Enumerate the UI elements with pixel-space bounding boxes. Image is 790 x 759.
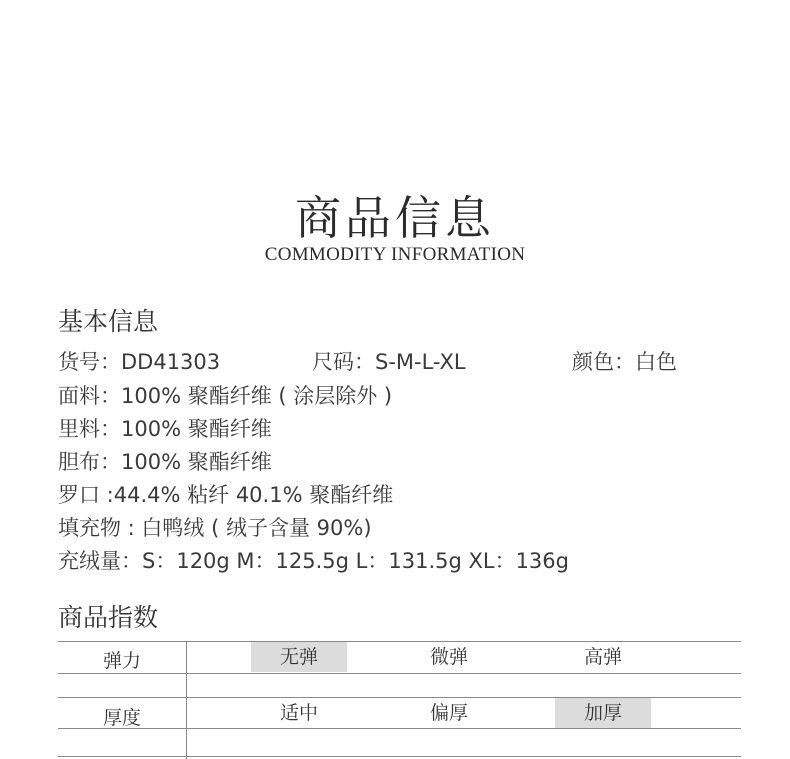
thickness-option-thick: 偏厚 xyxy=(429,702,468,724)
item-number: 货号：DD41303 xyxy=(58,350,221,374)
table-column-divider xyxy=(186,641,187,759)
filling-line: 填充物 : 白鸭绒 ( 绒子含量 90%) xyxy=(58,516,372,540)
elasticity-option-high: 高弹 xyxy=(583,646,622,668)
lining-line: 里料：100% 聚酯纤维 xyxy=(58,417,272,441)
fabric-line: 面料：100% 聚酯纤维 ( 涂层除外 ) xyxy=(58,384,393,408)
table-divider xyxy=(58,673,741,674)
color-value: 颜色：白色 xyxy=(572,350,677,374)
table-divider xyxy=(58,756,741,757)
thickness-label: 厚度 xyxy=(102,707,141,729)
basic-info-heading: 基本信息 xyxy=(58,307,159,336)
liner-line: 胆布：100% 聚酯纤维 xyxy=(58,450,272,474)
thickness-option-medium: 适中 xyxy=(279,702,318,724)
size-range: 尺码：S-M-L-XL xyxy=(312,350,466,374)
thickness-option-extra-thick: 加厚 xyxy=(555,698,651,728)
rib-line: 罗口 :44.4% 粘纤 40.1% 聚酯纤维 xyxy=(58,483,394,507)
elasticity-option-none: 无弹 xyxy=(251,642,347,672)
fill-amount-line: 充绒量：S：120g M：125.5g L：131.5g XL：136g xyxy=(58,549,569,573)
product-index-heading: 商品指数 xyxy=(58,603,159,632)
page-subtitle: COMMODITY INFORMATION xyxy=(264,244,526,265)
elasticity-label: 弹力 xyxy=(102,650,141,672)
elasticity-option-slight: 微弹 xyxy=(429,646,468,668)
page-title: 商品信息 xyxy=(295,191,495,245)
